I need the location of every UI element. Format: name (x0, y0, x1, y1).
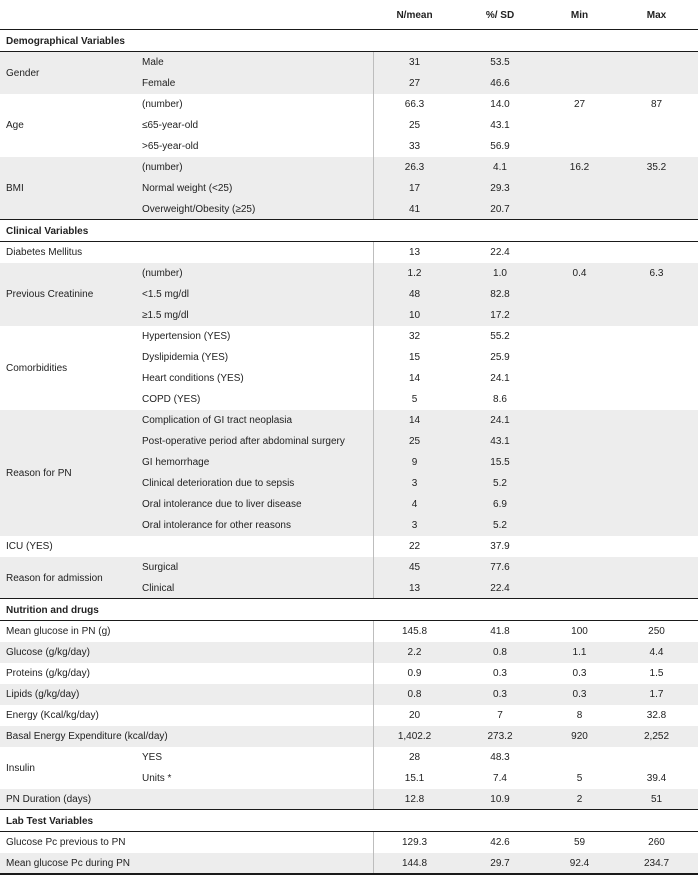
max-cell (615, 136, 698, 157)
column-divider (373, 663, 374, 684)
subcategory-cell (138, 726, 373, 747)
table-row (0, 557, 698, 578)
n-mean-cell: 2.2 (407, 647, 422, 658)
pct-sd-cell: 5.2 (493, 478, 507, 489)
subcategory-cell (138, 663, 373, 684)
min-cell (544, 473, 615, 494)
pct-sd-cell: 56.9 (490, 141, 510, 152)
pct-sd-cell: 10.9 (490, 794, 510, 805)
subcategory-cell: (number) (142, 99, 183, 110)
n-mean-cell: 33 (408, 141, 421, 152)
subcategory-cell: Oral intolerance for other reasons (142, 520, 291, 531)
n-mean-cell: 9 (411, 457, 418, 468)
min-cell (544, 73, 615, 94)
group-label: Energy (Kcal/kg/day) (6, 710, 99, 721)
table-row (0, 684, 698, 705)
n-mean-cell: 32 (408, 331, 421, 342)
max-cell: 260 (648, 837, 665, 848)
subcategory-cell: Complication of GI tract neoplasia (142, 415, 293, 426)
table-row (0, 305, 698, 326)
subcategory-cell: Overweight/Obesity (≥25) (142, 204, 256, 215)
group-label: Mean glucose in PN (g) (6, 626, 111, 637)
header-category (0, 0, 138, 30)
min-cell: 0.3 (572, 689, 587, 700)
pct-sd-cell: 22.4 (490, 247, 510, 258)
subcategory-cell (138, 832, 373, 853)
group-label: PN Duration (days) (6, 794, 92, 805)
max-cell (615, 389, 698, 410)
n-mean-cell: 17 (408, 183, 421, 194)
max-cell (615, 494, 698, 515)
header-n-mean: N/mean (396, 9, 433, 21)
min-cell: 8 (576, 710, 583, 721)
min-cell (544, 431, 615, 452)
max-cell: 51 (650, 794, 663, 805)
column-divider (373, 684, 374, 705)
pct-sd-cell: 29.3 (490, 183, 510, 194)
n-mean-cell: 22 (408, 541, 421, 552)
group-label: ICU (YES) (6, 541, 53, 552)
group-label: Diabetes Mellitus (6, 247, 83, 258)
min-cell (544, 178, 615, 199)
pct-sd-cell: 41.8 (490, 626, 510, 637)
subcategory-cell (138, 621, 373, 642)
table-row (0, 536, 698, 557)
max-cell (615, 178, 698, 199)
section-title: Demographical Variables (6, 35, 125, 47)
pct-sd-cell: 0.8 (493, 647, 507, 658)
pct-sd-cell: 5.2 (493, 520, 507, 531)
subcategory-cell: Dyslipidemia (YES) (142, 352, 229, 363)
pct-sd-cell: 4.1 (493, 162, 507, 173)
min-cell (544, 494, 615, 515)
pct-sd-cell: 273.2 (487, 731, 513, 742)
subcategory-cell: Clinical (142, 583, 175, 594)
n-mean-cell: 13 (408, 247, 421, 258)
column-divider (373, 832, 374, 853)
subcategory-cell: ≥1.5 mg/dl (142, 310, 189, 321)
subcategory-cell: Hypertension (YES) (142, 331, 231, 342)
pct-sd-cell: 15.5 (490, 457, 510, 468)
subcategory-cell: Heart conditions (YES) (142, 373, 244, 384)
n-mean-cell: 14 (408, 415, 421, 426)
table-row (0, 515, 698, 536)
n-mean-cell: 1.2 (407, 268, 422, 279)
min-cell: 1.1 (572, 647, 587, 658)
n-mean-cell: 3 (411, 520, 418, 531)
subcategory-cell: Female (142, 78, 176, 89)
n-mean-cell: 25 (408, 436, 421, 447)
group-label: Previous Creatinine (6, 289, 94, 300)
n-mean-cell: 20 (408, 710, 421, 721)
group-label: Reason for PN (6, 467, 72, 479)
column-divider (373, 642, 374, 663)
min-cell: 0.3 (572, 668, 587, 679)
n-mean-cell: 15.1 (404, 773, 425, 784)
n-mean-cell: 14 (408, 373, 421, 384)
table-row (0, 410, 698, 431)
group-label: Proteins (g/kg/day) (6, 668, 90, 679)
max-cell: 234.7 (643, 858, 670, 869)
pct-sd-cell: 82.8 (490, 289, 510, 300)
table-row (0, 284, 698, 305)
pct-sd-cell: 8.6 (493, 394, 507, 405)
max-cell (615, 410, 698, 431)
pct-sd-cell: 55.2 (490, 331, 510, 342)
max-cell: 1.7 (649, 689, 664, 700)
min-cell (544, 452, 615, 473)
max-cell: 35.2 (646, 162, 667, 173)
group-label: Reason for admission (6, 572, 103, 584)
n-mean-cell: 41 (408, 204, 421, 215)
n-mean-cell: 144.8 (401, 858, 428, 869)
table-row (0, 473, 698, 494)
n-mean-cell: 15 (408, 352, 421, 363)
table-row (0, 642, 698, 663)
pct-sd-cell: 14.0 (490, 99, 510, 110)
section-header (0, 220, 698, 242)
pct-sd-cell: 53.5 (490, 57, 510, 68)
table-row (0, 263, 698, 284)
column-divider (373, 242, 374, 263)
max-cell (615, 242, 698, 263)
table-row (0, 431, 698, 452)
max-cell: 32.8 (646, 710, 667, 721)
section-title: Nutrition and drugs (6, 604, 99, 616)
subcategory-cell: Units * (142, 773, 172, 784)
table-row (0, 178, 698, 199)
min-cell (544, 557, 615, 578)
subcategory-cell: ≤65-year-old (142, 120, 199, 131)
subcategory-cell: Clinical deterioration due to sepsis (142, 478, 295, 489)
table-row (0, 705, 698, 726)
pct-sd-cell: 37.9 (490, 541, 510, 552)
min-cell (544, 326, 615, 347)
table-row (0, 157, 698, 178)
n-mean-cell: 5 (411, 394, 418, 405)
table-row (0, 115, 698, 136)
subcategory-cell: COPD (YES) (142, 394, 201, 405)
pct-sd-cell: 22.4 (490, 583, 510, 594)
header-max: Max (646, 9, 667, 21)
pct-sd-cell: 42.6 (490, 837, 510, 848)
table-header-row (0, 0, 698, 30)
subcategory-cell (138, 705, 373, 726)
subcategory-cell: (number) (142, 162, 183, 173)
n-mean-cell: 28 (408, 752, 421, 763)
group-label: Mean glucose Pc during PN (6, 858, 130, 869)
section-header (0, 30, 698, 52)
column-divider (373, 747, 374, 789)
header-subcategory (138, 0, 373, 30)
max-cell: 2,252 (643, 731, 670, 742)
table-row (0, 94, 698, 115)
n-mean-cell: 45 (408, 562, 421, 573)
max-cell (615, 473, 698, 494)
pct-sd-cell: 1.0 (493, 268, 507, 279)
subcategory-cell: Oral intolerance due to liver disease (142, 499, 302, 510)
section-title: Clinical Variables (6, 225, 89, 237)
pct-sd-cell: 0.3 (493, 668, 507, 679)
table-row (0, 52, 698, 73)
pct-sd-cell: 20.7 (490, 204, 510, 215)
max-cell: 39.4 (646, 773, 667, 784)
table-row (0, 621, 698, 642)
table-row (0, 578, 698, 599)
n-mean-cell: 145.8 (401, 626, 428, 637)
subcategory-cell: <1.5 mg/dl (142, 289, 189, 300)
max-cell (615, 368, 698, 389)
pct-sd-cell: 43.1 (490, 436, 510, 447)
subcategory-cell: YES (142, 752, 163, 763)
pct-sd-cell: 77.6 (490, 562, 510, 573)
pct-sd-cell: 29.7 (490, 858, 510, 869)
n-mean-cell: 48 (408, 289, 421, 300)
column-divider (373, 726, 374, 747)
min-cell (544, 52, 615, 73)
min-cell: 27 (573, 99, 586, 110)
group-label: Comorbidities (6, 362, 68, 374)
n-mean-cell: 25 (408, 120, 421, 131)
max-cell (615, 326, 698, 347)
table-row (0, 768, 698, 789)
pct-sd-cell: 46.6 (490, 78, 510, 89)
table-row (0, 452, 698, 473)
min-cell: 2 (576, 794, 583, 805)
subcategory-cell: Normal weight (<25) (142, 183, 233, 194)
table-row (0, 663, 698, 684)
table-row (0, 199, 698, 220)
max-cell (615, 347, 698, 368)
group-label: Basal Energy Expenditure (kcal/day) (6, 731, 168, 742)
pct-sd-cell: 7 (497, 710, 503, 721)
table-row (0, 747, 698, 768)
pct-sd-cell: 7.4 (493, 773, 507, 784)
subcategory-cell (138, 789, 373, 810)
min-cell (544, 515, 615, 536)
table-row (0, 494, 698, 515)
min-cell (544, 305, 615, 326)
group-label: Lipids (g/kg/day) (6, 689, 80, 700)
section-header (0, 599, 698, 621)
subcategory-cell (138, 684, 373, 705)
min-cell (544, 284, 615, 305)
n-mean-cell: 3 (411, 478, 418, 489)
table-row (0, 832, 698, 853)
table-row (0, 726, 698, 747)
group-label: Glucose Pc previous to PN (6, 837, 126, 848)
min-cell (544, 389, 615, 410)
group-label: Insulin (6, 762, 35, 774)
subcategory-cell: Post-operative period after abdominal surgery (142, 436, 345, 447)
table-row (0, 789, 698, 810)
column-divider (373, 410, 374, 536)
max-cell: 4.4 (649, 647, 664, 658)
pct-sd-cell: 17.2 (490, 310, 510, 321)
column-divider (373, 263, 374, 326)
max-cell (615, 199, 698, 220)
max-cell: 1.5 (649, 668, 664, 679)
subcategory-cell: Surgical (142, 562, 179, 573)
n-mean-cell: 26.3 (404, 162, 425, 173)
n-mean-cell: 0.9 (407, 668, 422, 679)
subcategory-cell: GI hemorrhage (142, 457, 210, 468)
pct-sd-cell: 24.1 (490, 415, 510, 426)
max-cell: 87 (650, 99, 663, 110)
group-label: Age (6, 120, 24, 131)
min-cell: 920 (571, 731, 588, 742)
group-label: Gender (6, 67, 40, 79)
max-cell: 6.3 (649, 268, 664, 279)
max-cell (615, 578, 698, 599)
column-divider (373, 52, 374, 94)
min-cell: 92.4 (569, 858, 590, 869)
n-mean-cell: 12.8 (404, 794, 425, 805)
section-header (0, 810, 698, 832)
min-cell: 0.4 (572, 268, 587, 279)
min-cell (544, 536, 615, 557)
min-cell (544, 136, 615, 157)
table-row (0, 242, 698, 263)
max-cell (615, 305, 698, 326)
table-row (0, 347, 698, 368)
max-cell (615, 747, 698, 768)
pct-sd-cell: 0.3 (493, 689, 507, 700)
min-cell: 5 (576, 773, 583, 784)
table-row (0, 73, 698, 94)
column-divider (373, 557, 374, 599)
subcategory-cell (138, 242, 373, 263)
max-cell: 250 (648, 626, 665, 637)
min-cell: 59 (573, 837, 586, 848)
max-cell (615, 284, 698, 305)
table-row (0, 389, 698, 410)
min-cell: 16.2 (569, 162, 590, 173)
column-divider (373, 789, 374, 810)
min-cell (544, 347, 615, 368)
n-mean-cell: 27 (408, 78, 421, 89)
table-row (0, 136, 698, 157)
min-cell (544, 115, 615, 136)
subcategory-cell: >65-year-old (142, 141, 199, 152)
min-cell: 100 (571, 626, 588, 637)
pct-sd-cell: 6.9 (493, 499, 507, 510)
max-cell (615, 431, 698, 452)
subcategory-cell (138, 642, 373, 663)
table-row (0, 368, 698, 389)
column-divider (373, 705, 374, 726)
n-mean-cell: 129.3 (401, 837, 428, 848)
column-divider (373, 326, 374, 410)
column-divider (373, 157, 374, 220)
n-mean-cell: 1,402.2 (397, 731, 432, 742)
pct-sd-cell: 43.1 (490, 120, 510, 131)
subcategory-cell: (number) (142, 268, 183, 279)
min-cell (544, 578, 615, 599)
n-mean-cell: 31 (408, 57, 421, 68)
pct-sd-cell: 24.1 (490, 373, 510, 384)
min-cell (544, 368, 615, 389)
max-cell (615, 52, 698, 73)
n-mean-cell: 10 (408, 310, 421, 321)
pct-sd-cell: 25.9 (490, 352, 510, 363)
min-cell (544, 410, 615, 431)
n-mean-cell: 0.8 (407, 689, 422, 700)
table-row (0, 326, 698, 347)
min-cell (544, 747, 615, 768)
pct-sd-cell: 48.3 (490, 752, 510, 763)
min-cell (544, 199, 615, 220)
n-mean-cell: 13 (408, 583, 421, 594)
n-mean-cell: 4 (411, 499, 418, 510)
n-mean-cell: 66.3 (404, 99, 425, 110)
column-divider (373, 94, 374, 157)
subcategory-cell: Male (142, 57, 164, 68)
header-pct-sd: %/ SD (485, 9, 515, 21)
max-cell (615, 115, 698, 136)
max-cell (615, 557, 698, 578)
column-divider (373, 621, 374, 642)
subcategory-cell (138, 536, 373, 557)
max-cell (615, 536, 698, 557)
min-cell (544, 242, 615, 263)
group-label: BMI (6, 183, 24, 194)
section-title: Lab Test Variables (6, 815, 94, 827)
max-cell (615, 452, 698, 473)
column-divider (373, 536, 374, 557)
group-label: Glucose (g/kg/day) (6, 647, 90, 658)
header-min: Min (570, 9, 589, 21)
max-cell (615, 73, 698, 94)
max-cell (615, 515, 698, 536)
